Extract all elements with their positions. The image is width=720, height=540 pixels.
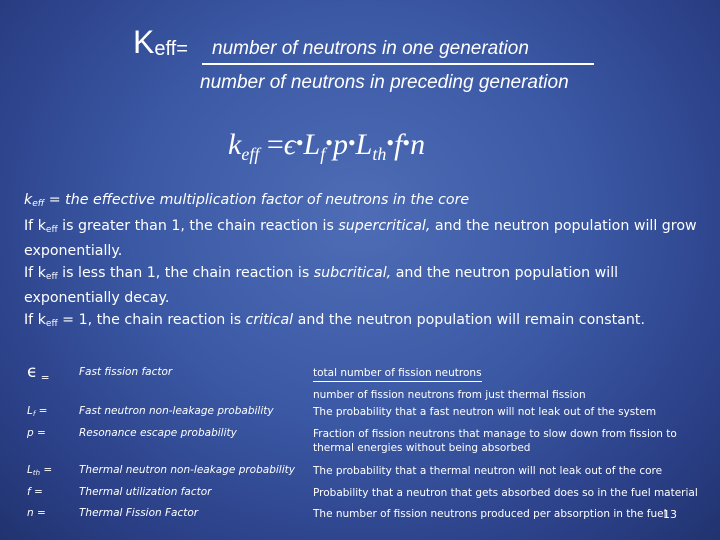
- factor-symbol: f =: [27, 486, 43, 498]
- factor-name: Thermal Fission Factor: [79, 507, 199, 519]
- factor-name: Thermal neutron non-leakage probability: [79, 464, 295, 476]
- critical-line: If $k_{eff} = 1$, the chain reaction is critical and the neutron population will remain constant.: [24, 311, 645, 329]
- factor-description: Fraction of fission neutrons that manage to slow down from fission to thermal energies without being absorbed: [313, 428, 677, 454]
- factor-description: total number of fission neutrons number of fission neutrons from just thermal fission: [313, 367, 586, 401]
- factor-name: Fast neutron non-leakage probability: [79, 405, 274, 417]
- six-factor-formula: $k_{eff}$ $=\epsilon•L_f•p•L_{th}•f•n$: [228, 128, 426, 164]
- factor-description: The probability that a fast neutron will not leak out of the system: [313, 406, 657, 418]
- fraction-denominator: number of neutrons in preceding generation: [200, 72, 569, 93]
- factor-symbol: $L_{th}$ =: [27, 464, 53, 477]
- page-number: 13: [663, 508, 677, 521]
- factor-description: The probability that a thermal neutron will not leak out of the core: [313, 465, 663, 477]
- factor-symbol: $L_f$ =: [27, 405, 48, 418]
- factor-description: Probability that a neutron that gets absorbed does so in the fuel material: [313, 487, 698, 499]
- keff-explanation: [24, 190, 704, 335]
- keff-definition: $k_{eff}$ = the effective multiplication factor of neutrons in the core: [24, 192, 470, 209]
- factor-symbol: p =: [27, 427, 46, 439]
- factor-name: Thermal utilization factor: [79, 486, 212, 498]
- fraction-bar: [202, 63, 594, 65]
- factor-symbol: n =: [27, 507, 46, 519]
- keff-label: Keff=: [133, 24, 188, 60]
- subcritical-line: If $k_{eff}$ is less than 1, the chain reaction is subcritical, and the neutron population will exponentially decay.: [24, 264, 619, 306]
- factor-name: Fast fission factor: [79, 366, 173, 378]
- factor-name: Resonance escape probability: [79, 427, 237, 439]
- supercritical-line: If $k_{eff}$ is greater than 1, the chain reaction is supercritical, and the neutron population will grow exponentially.: [24, 217, 697, 259]
- factor-symbol: ϵ =: [27, 362, 50, 384]
- fraction-numerator: number of neutrons in one generation: [212, 38, 529, 59]
- factor-description: The number of fission neutrons produced per absorption in the fuel: [313, 508, 667, 520]
